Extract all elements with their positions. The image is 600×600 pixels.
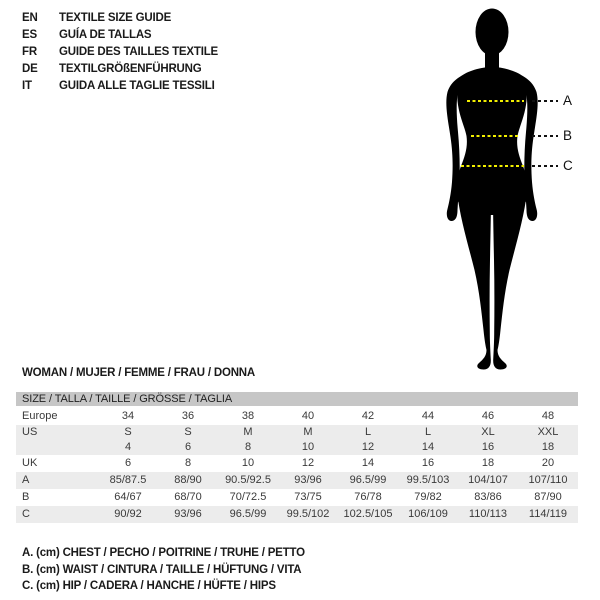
- hip-measure-line: [461, 165, 524, 167]
- language-title: TEXTILGRÖßENFÜHRUNG: [59, 62, 202, 75]
- table-cell: XXL 18: [518, 425, 578, 455]
- table-cell: 64/67: [114, 491, 142, 503]
- table-cell: 79/82: [414, 491, 442, 503]
- language-title: GUIDA ALLE TAGLIE TESSILI: [59, 79, 215, 92]
- table-cell: S 4: [98, 425, 158, 455]
- table-cell: 87/90: [534, 491, 562, 503]
- row-label: A: [16, 472, 98, 489]
- section-title-woman: WOMAN / MUJER / FEMME / FRAU / DONNA: [22, 367, 256, 379]
- table-cell: L 14: [398, 425, 458, 455]
- table-cell: 114/119: [518, 506, 578, 523]
- row-label: Europe: [22, 410, 58, 422]
- table-cell: 36: [181, 410, 195, 422]
- table-cell: 90.5/92.5: [218, 472, 278, 489]
- hip-leader-line: [532, 165, 558, 167]
- table-cell: 99.5/103: [398, 472, 458, 489]
- language-title: TEXTILE SIZE GUIDE: [59, 11, 172, 24]
- table-row-hip: [16, 506, 578, 523]
- language-row-de: [22, 60, 218, 77]
- table-row-uk: [16, 455, 578, 472]
- measurement-legend: [22, 545, 305, 595]
- table-cell: 12: [301, 457, 315, 469]
- language-row-es: [22, 26, 218, 43]
- woman-silhouette-icon: [400, 4, 590, 376]
- waist-measure-line: [471, 135, 520, 137]
- table-cell: 68/70: [174, 491, 202, 503]
- table-cell: L 12: [338, 425, 398, 455]
- table-cell: 85/87.5: [98, 472, 158, 489]
- language-row-it: [22, 77, 218, 94]
- row-label: C: [16, 506, 98, 523]
- marker-label-b: B: [563, 128, 573, 143]
- table-cell: 18: [481, 457, 495, 469]
- table-cell: 96.5/99: [218, 506, 278, 523]
- table-cell: 46: [481, 410, 495, 422]
- marker-label-a: A: [563, 93, 573, 108]
- table-cell: 38: [241, 410, 255, 422]
- legend-waist: B. (cm) WAIST / CINTURA / TAILLE / HÜFTUNG / VITA: [22, 563, 302, 576]
- table-row-europe: [16, 408, 578, 425]
- table-cell: 34: [121, 410, 135, 422]
- row-label: US: [16, 425, 98, 455]
- language-code: DE: [22, 62, 38, 75]
- legend-hip: C. (cm) HIP / CADERA / HANCHE / HÜFTE / HIPS: [22, 580, 276, 592]
- language-title: GUIDE DES TAILLES TEXTILE: [59, 45, 218, 58]
- table-cell: 106/109: [398, 506, 458, 523]
- legend-chest: A. (cm) CHEST / PECHO / POITRINE / TRUHE / PETTO: [22, 547, 305, 559]
- table-row-waist: [16, 489, 578, 506]
- table-cell: 16: [421, 457, 435, 469]
- table-cell: 96.5/99: [338, 472, 398, 489]
- table-cell: 8: [184, 457, 192, 469]
- chest-measure-line: [467, 100, 524, 102]
- table-cell: 70/72.5: [229, 491, 267, 503]
- table-cell: 44: [421, 410, 435, 422]
- size-table: [16, 392, 578, 523]
- table-cell: 102.5/105: [338, 506, 398, 523]
- table-cell: 14: [361, 457, 375, 469]
- table-cell: 48: [541, 410, 555, 422]
- table-cell: S 6: [158, 425, 218, 455]
- table-cell: 40: [301, 410, 315, 422]
- marker-label-c: C: [563, 158, 573, 173]
- chest-leader-line: [532, 100, 558, 102]
- language-title: GUÍA DE TALLAS: [59, 28, 152, 41]
- table-cell: 42: [361, 410, 375, 422]
- table-cell: 93/96: [158, 506, 218, 523]
- table-cell: 110/113: [458, 506, 518, 523]
- table-cell: 20: [541, 457, 555, 469]
- table-cell: 104/107: [458, 472, 518, 489]
- table-cell: M 8: [218, 425, 278, 455]
- table-row-us: [16, 425, 578, 455]
- table-cell: 83/86: [474, 491, 502, 503]
- language-list: [22, 9, 218, 94]
- language-row-fr: [22, 43, 218, 60]
- table-cell: 73/75: [294, 491, 322, 503]
- language-row-en: [22, 9, 218, 26]
- table-cell: 99.5/102: [278, 506, 338, 523]
- language-code: EN: [22, 11, 38, 24]
- table-cell: 107/110: [518, 472, 578, 489]
- table-cell: 88/90: [158, 472, 218, 489]
- table-cell: 10: [241, 457, 255, 469]
- table-row-chest: [16, 472, 578, 489]
- table-cell: M 10: [278, 425, 338, 455]
- size-table-header: SIZE / TALLA / TAILLE / GRÖSSE / TAGLIA: [16, 392, 578, 406]
- row-label: B: [22, 491, 30, 503]
- language-code: ES: [22, 28, 37, 41]
- row-label: UK: [22, 457, 38, 469]
- table-cell: XL 16: [458, 425, 518, 455]
- woman-silhouette-figure: [400, 4, 590, 376]
- language-code: IT: [22, 79, 32, 92]
- table-cell: 90/92: [98, 506, 158, 523]
- table-cell: 93/96: [278, 472, 338, 489]
- table-cell: 6: [124, 457, 132, 469]
- waist-leader-line: [532, 135, 558, 137]
- language-code: FR: [22, 45, 37, 58]
- table-cell: 76/78: [354, 491, 382, 503]
